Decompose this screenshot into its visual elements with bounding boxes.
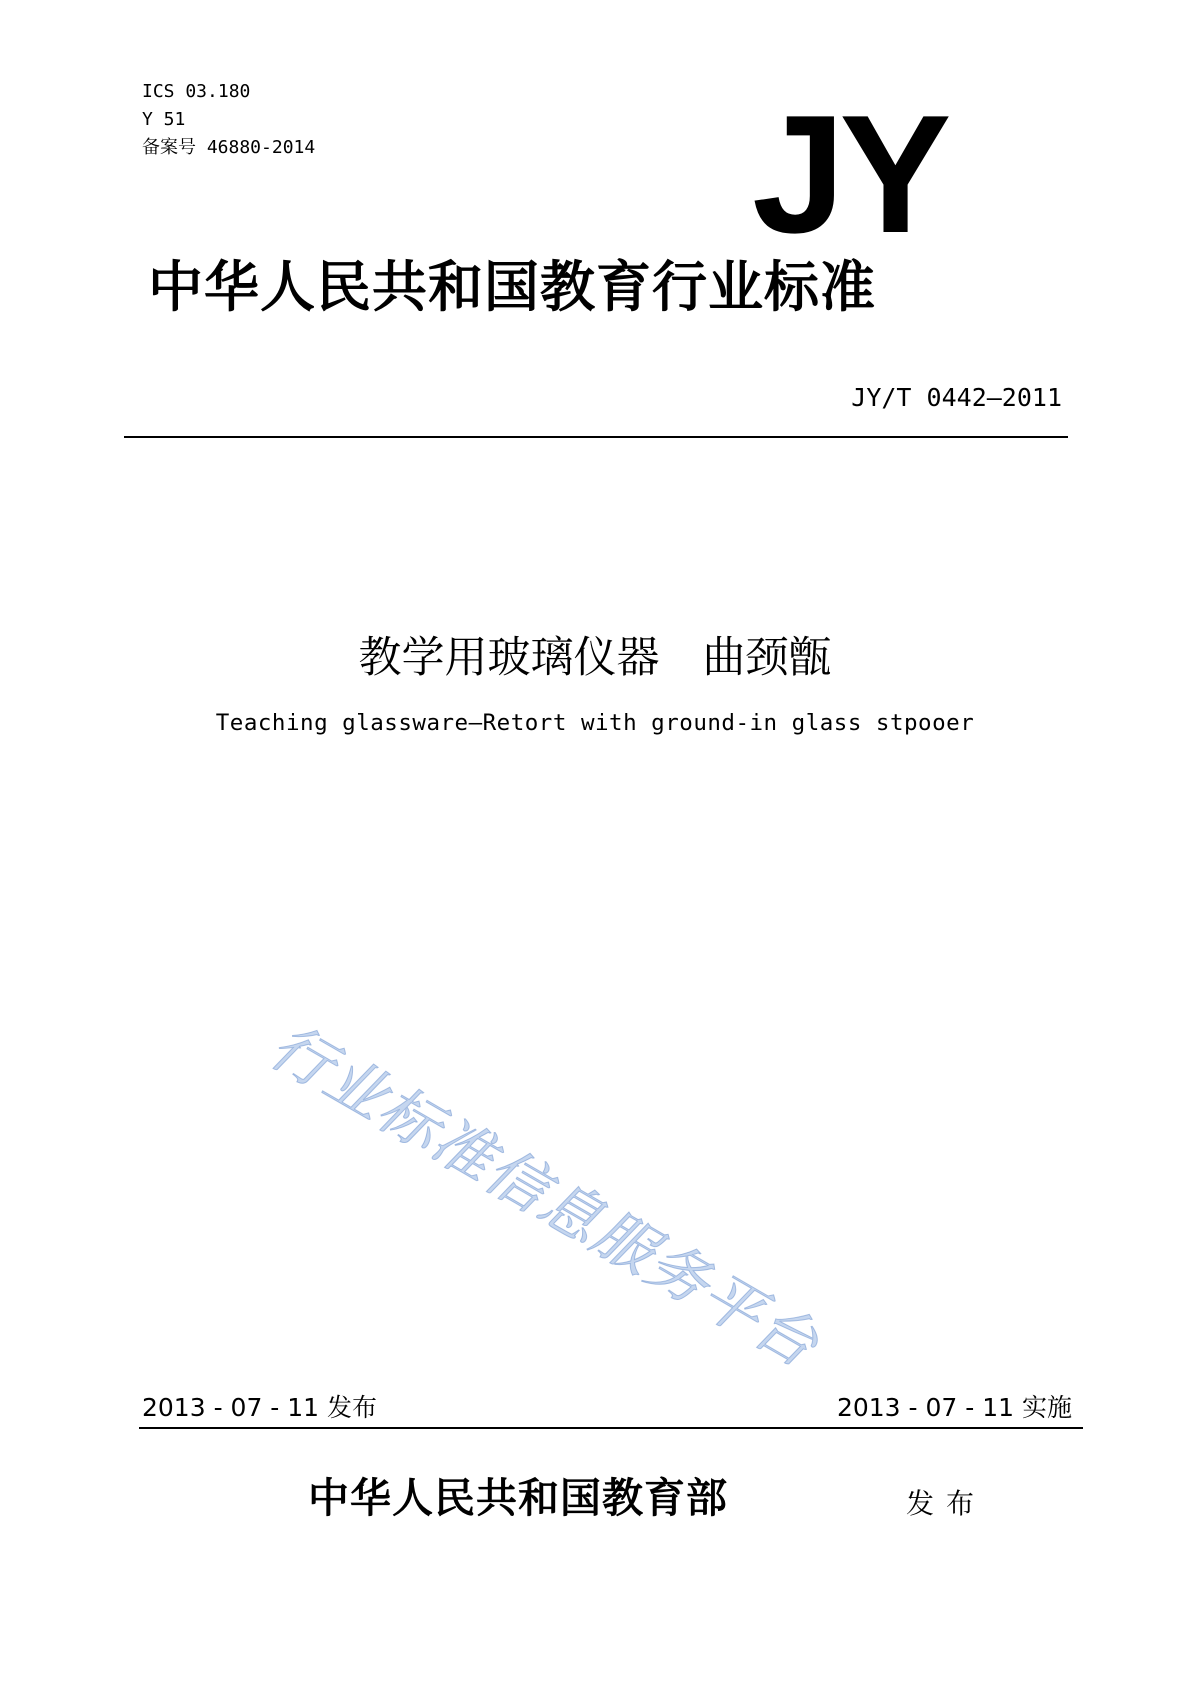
issue-label: 发布 (906, 1487, 987, 1520)
standard-category-title: 中华人民共和国教育行业标准 (148, 254, 877, 319)
watermark: 行业标准信息服务平台 (258, 1011, 831, 1382)
publish-date: 2013 - 07 - 11 发布 (142, 1393, 378, 1422)
jy-logo: JY (752, 80, 946, 268)
filing-number: 备案号 46880-2014 (142, 137, 316, 158)
document-title-cn: 教学用玻璃仪器 曲颈甑 (358, 633, 832, 683)
bottom-divider (139, 1427, 1083, 1429)
standard-number: JY/T 0442—2011 (851, 383, 1062, 412)
implement-date: 2013 - 07 - 11 实施 (836, 1393, 1072, 1422)
top-divider (124, 436, 1068, 438)
document-title-en: Teaching glassware—Retort with ground-in glass stpooer (215, 710, 975, 736)
issuing-authority: 中华人民共和国教育部 (308, 1474, 728, 1522)
classification-code: Y 51 (142, 109, 186, 130)
ics-code: ICS 03.180 (142, 81, 251, 102)
